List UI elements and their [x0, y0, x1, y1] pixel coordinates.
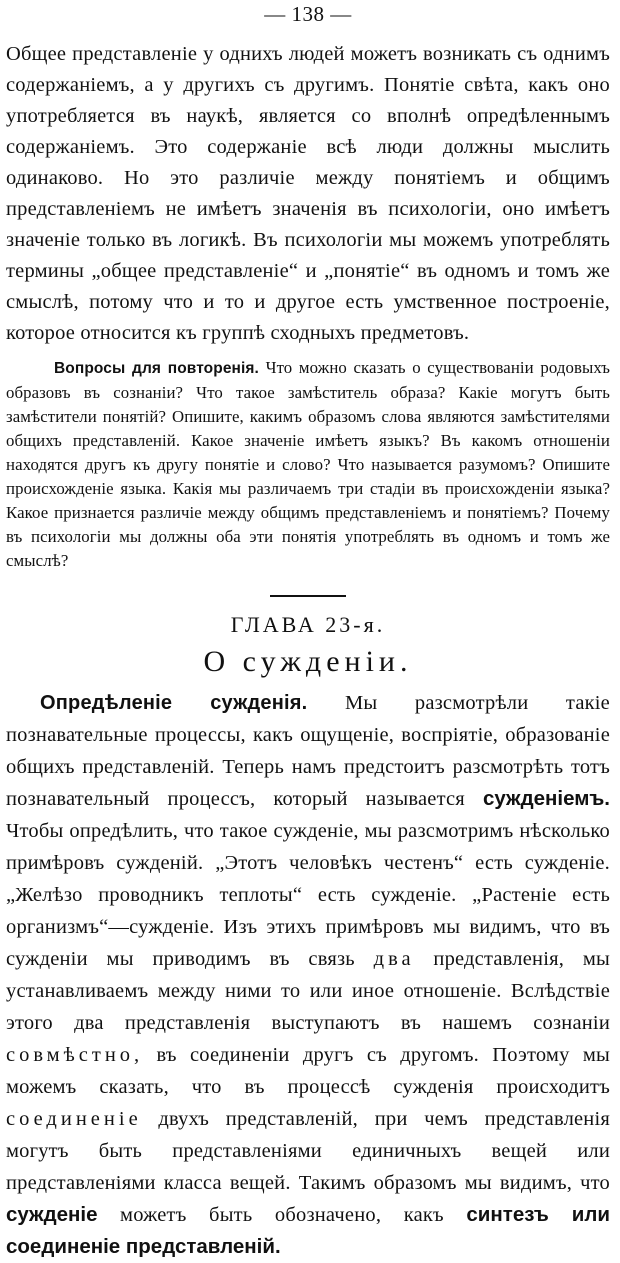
chapter-label: ГЛАВА 23-я.	[230, 612, 386, 637]
spaced-word-connection: соединеніе	[6, 1108, 142, 1130]
spaced-word-jointly: совмѣстно,	[6, 1044, 144, 1066]
chapter-title: О сужденіи.	[203, 645, 413, 678]
review-questions-text: Что можно сказать о существованіи родовыхъ образовъ въ сознаніи? Что такое замѣститель образа? Какіе могутъ быть замѣстители понятій? Опишите, какимъ образомъ слова являются замѣстителями общихъ представленій. Какое значеніе имѣетъ языкъ? Въ какомъ отношеніи находятся другъ къ другу понятіе и слово? Что называется разумомъ? Опишите происхожденіе языка. Какія мы различаемъ три стадіи въ происхожденіи языка? Какое признается различіе между общимъ представленіемъ и понятіемъ? Почему въ психологіи мы должны оба эти понятія употреблять въ одномъ и томъ же смыслѣ?	[6, 358, 611, 570]
bold-term-judgment-2: сужденіе	[6, 1203, 98, 1226]
page-number: — 138 —	[264, 2, 352, 26]
section-divider	[270, 595, 346, 597]
body-text-3: представленія, мы устанавливаемъ между ними то или иное отношеніе. Вслѣдствіе этого два представленія выступаютъ въ нашемъ сознаніи	[6, 948, 610, 1034]
review-questions	[6, 356, 610, 573]
bold-term-synthesis: синтезъ или соединеніе представленій.	[6, 1203, 610, 1258]
body-text-1: Мы разсмотрѣли такіе познавательные процессы, какъ ощущеніе, воспріятіе, образованіе общихъ представленій. Теперь намъ предстоитъ разсмотрѣть тотъ познавательный процессъ, который называется	[6, 692, 610, 810]
judgment-definition-paragraph	[6, 687, 610, 1263]
body-text-4: въ соединеніи другъ съ другомъ. Поэтому мы можемъ сказать, что въ процессѣ сужденія происходитъ	[6, 1044, 610, 1098]
body-text-2: Чтобы опредѣлить, что такое сужденіе, мы разсмотримъ нѣсколько примѣровъ сужденій. „Этотъ человѣкъ честенъ“ есть сужденіе. „Желѣзо проводникъ теплоты“ есть сужденіе. „Растеніе есть организмъ“—сужденіе. Изъ этихъ примѣровъ мы видимъ, что въ сужденіи мы приводимъ въ связь	[6, 820, 610, 970]
review-questions-heading: Вопросы для повторенія.	[54, 360, 259, 377]
paragraph-lead-heading: Опредѣленіе сужденія.	[40, 692, 308, 714]
body-text-5: двухъ представленій, при чемъ представленія могутъ быть представленіями единичныхъ вещей или представленіями класса вещей. Такимъ образомъ мы видимъ, что	[6, 1108, 610, 1194]
opening-paragraph: Общее представленіе у однихъ людей можетъ возникать съ однимъ содержаніемъ, а у другихъ съ другимъ. Понятіе свѣта, какъ оно употребляется въ наукѣ, является со вполнѣ опредѣленнымъ содержаніемъ. Это содержаніе всѣ люди должны мыслить одинаково. Но это различіе между понятіемъ и общимъ представленіемъ не имѣетъ значенія въ психологіи, оно имѣетъ значеніе только въ логикѣ. Въ психологіи мы можемъ употреблять термины „общее представленіе“ и „понятіе“ въ одномъ и томъ же смыслѣ, потому что и то и другое есть умственное построеніе, которое относится къ группѣ сходныхъ предметовъ.	[6, 43, 610, 344]
body-text-6: можетъ быть обозначено, какъ	[97, 1204, 467, 1226]
spaced-word-two: два	[373, 948, 415, 970]
bold-term-judgment: сужденіемъ.	[482, 787, 610, 810]
